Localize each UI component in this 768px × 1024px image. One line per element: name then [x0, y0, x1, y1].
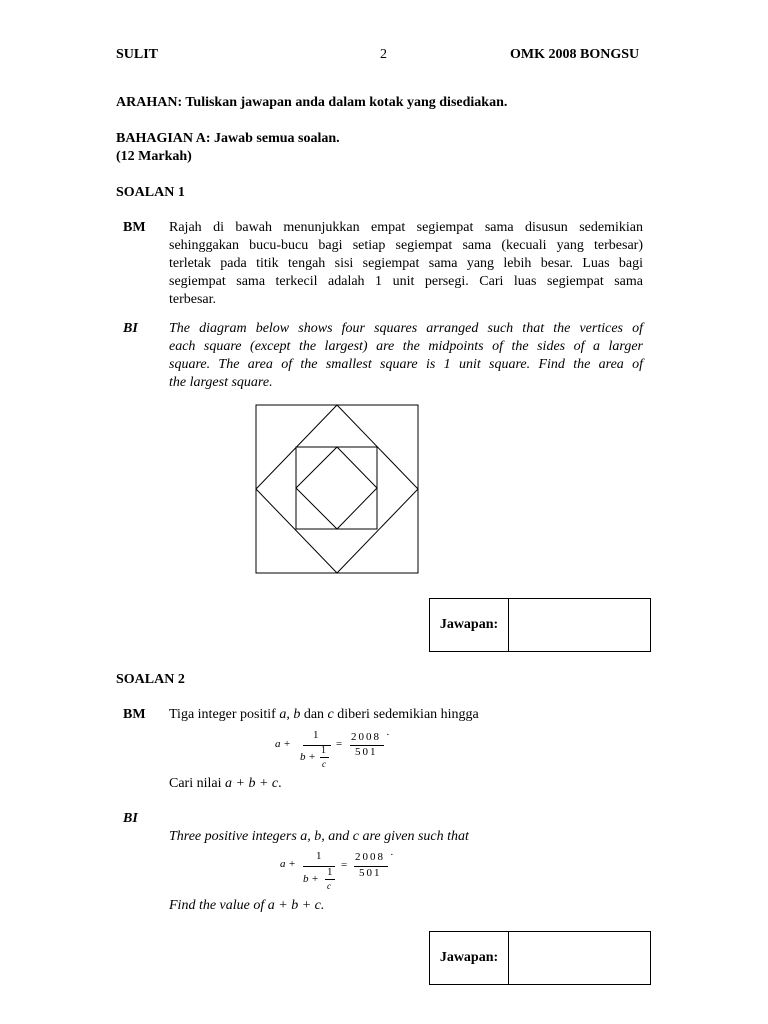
soalan2-bi-intro: Three positive integers a, b, and c are given such that — [169, 829, 469, 844]
third-square — [296, 447, 377, 529]
equation-bi — [275, 848, 405, 896]
eq-inner-one: 1 — [327, 866, 333, 878]
eq-b-plus: b + — [300, 751, 316, 763]
text-run: . — [278, 776, 282, 791]
answer-box-2 — [429, 931, 651, 985]
eq-numerator: 2008 — [355, 851, 385, 863]
soalan2-bi-label: BI — [123, 811, 138, 826]
soalan1-bi-label: BI — [123, 321, 138, 336]
instruction-arahan: ARAHAN: Tuliskan jawapan anda dalam kotak yang disediakan. — [116, 95, 508, 110]
soalan1-bi-line: square. The area of the smallest square is 1 unit square. Find the area of — [169, 357, 643, 372]
eq-c: c — [322, 759, 326, 769]
eq-inner-bar — [320, 757, 329, 758]
largest-square — [256, 405, 418, 573]
eq-a-plus: a + — [275, 738, 291, 750]
page-number: 2 — [380, 47, 387, 62]
soalan1-title: SOALAN 1 — [116, 185, 185, 200]
eq-a-plus: a + — [280, 858, 296, 870]
eq-dot: · — [386, 729, 390, 741]
soalan1-bm-label: BM — [123, 220, 146, 235]
soalan1-bi-text — [169, 320, 643, 392]
var-b: b — [293, 707, 301, 722]
text-run: dan — [300, 707, 328, 722]
eq-inner-one: 1 — [321, 745, 326, 756]
eq-denominator: 501 — [355, 746, 378, 758]
eq-c: c — [327, 881, 331, 891]
soalan1-bm-text — [169, 219, 643, 309]
text-run: , — [286, 707, 294, 722]
eq-dot: · — [390, 849, 394, 861]
var-sum: a + b + c — [225, 776, 279, 791]
soalan2-title: SOALAN 2 — [116, 672, 185, 687]
answer-label-2: Jawapan: — [430, 932, 509, 984]
soalan1-bi-line: each square (except the largest) are the midpoints of the sides of a larger — [169, 339, 643, 354]
eq-one: 1 — [313, 729, 319, 741]
answer-box-1 — [429, 598, 651, 652]
header-left: SULIT — [116, 47, 159, 62]
soalan1-bm-line: sehinggakan bucu-bucu bagi setiap segiempat sama (kecuali yang terbesar) — [169, 238, 643, 253]
soalan2-bm-intro — [169, 706, 479, 724]
header-right: OMK 2008 BONGSU — [510, 47, 640, 62]
soalan1-bi-line: the largest square. — [169, 375, 273, 390]
instruction-markah: (12 Markah) — [116, 149, 192, 164]
text-run: Cari nilai — [169, 776, 225, 791]
second-square — [256, 405, 418, 573]
smallest-square — [296, 447, 377, 529]
eq-inner-bar — [325, 879, 335, 880]
nested-squares-diagram — [250, 400, 424, 580]
answer-label-1: Jawapan: — [430, 599, 509, 651]
eq-one: 1 — [316, 850, 322, 862]
instruction-bahagian: BAHAGIAN A: Jawab semua soalan. — [116, 131, 340, 146]
soalan1-bi-line: The diagram below shows four squares arranged such that the vertices of — [169, 321, 643, 336]
var-c: c — [327, 707, 334, 722]
soalan2-bi-find: Find the value of a + b + c. — [169, 898, 325, 913]
soalan1-bm-line: Rajah di bawah menunjukkan empat segiempat sama disusun sedemikian — [169, 220, 643, 235]
eq-fraction-bar — [303, 745, 331, 746]
answer-field-1[interactable] — [509, 599, 650, 651]
text-run: diberi sedemikian hingga — [333, 707, 479, 722]
soalan1-bm-line: terletak pada titik tengah sisi segiempat sama yang lebih besar. Luas bagi — [169, 256, 643, 271]
eq-numerator: 2008 — [351, 731, 381, 743]
eq-b-plus: b + — [303, 873, 319, 885]
var-a: a — [279, 707, 287, 722]
eq-denominator: 501 — [359, 867, 382, 879]
soalan2-bm-find — [169, 775, 282, 793]
eq-equals: = — [341, 859, 348, 871]
soalan1-bm-line: terbesar. — [169, 292, 217, 307]
eq-equals: = — [336, 738, 343, 750]
equation-bm — [270, 728, 400, 776]
answer-field-2[interactable] — [509, 932, 650, 984]
soalan2-bm-label: BM — [123, 707, 146, 722]
text-run: Tiga integer positif — [169, 707, 280, 722]
soalan1-bm-line: segiempat sama terkecil adalah 1 unit persegi. Cari luas segiempat sama — [169, 274, 643, 289]
